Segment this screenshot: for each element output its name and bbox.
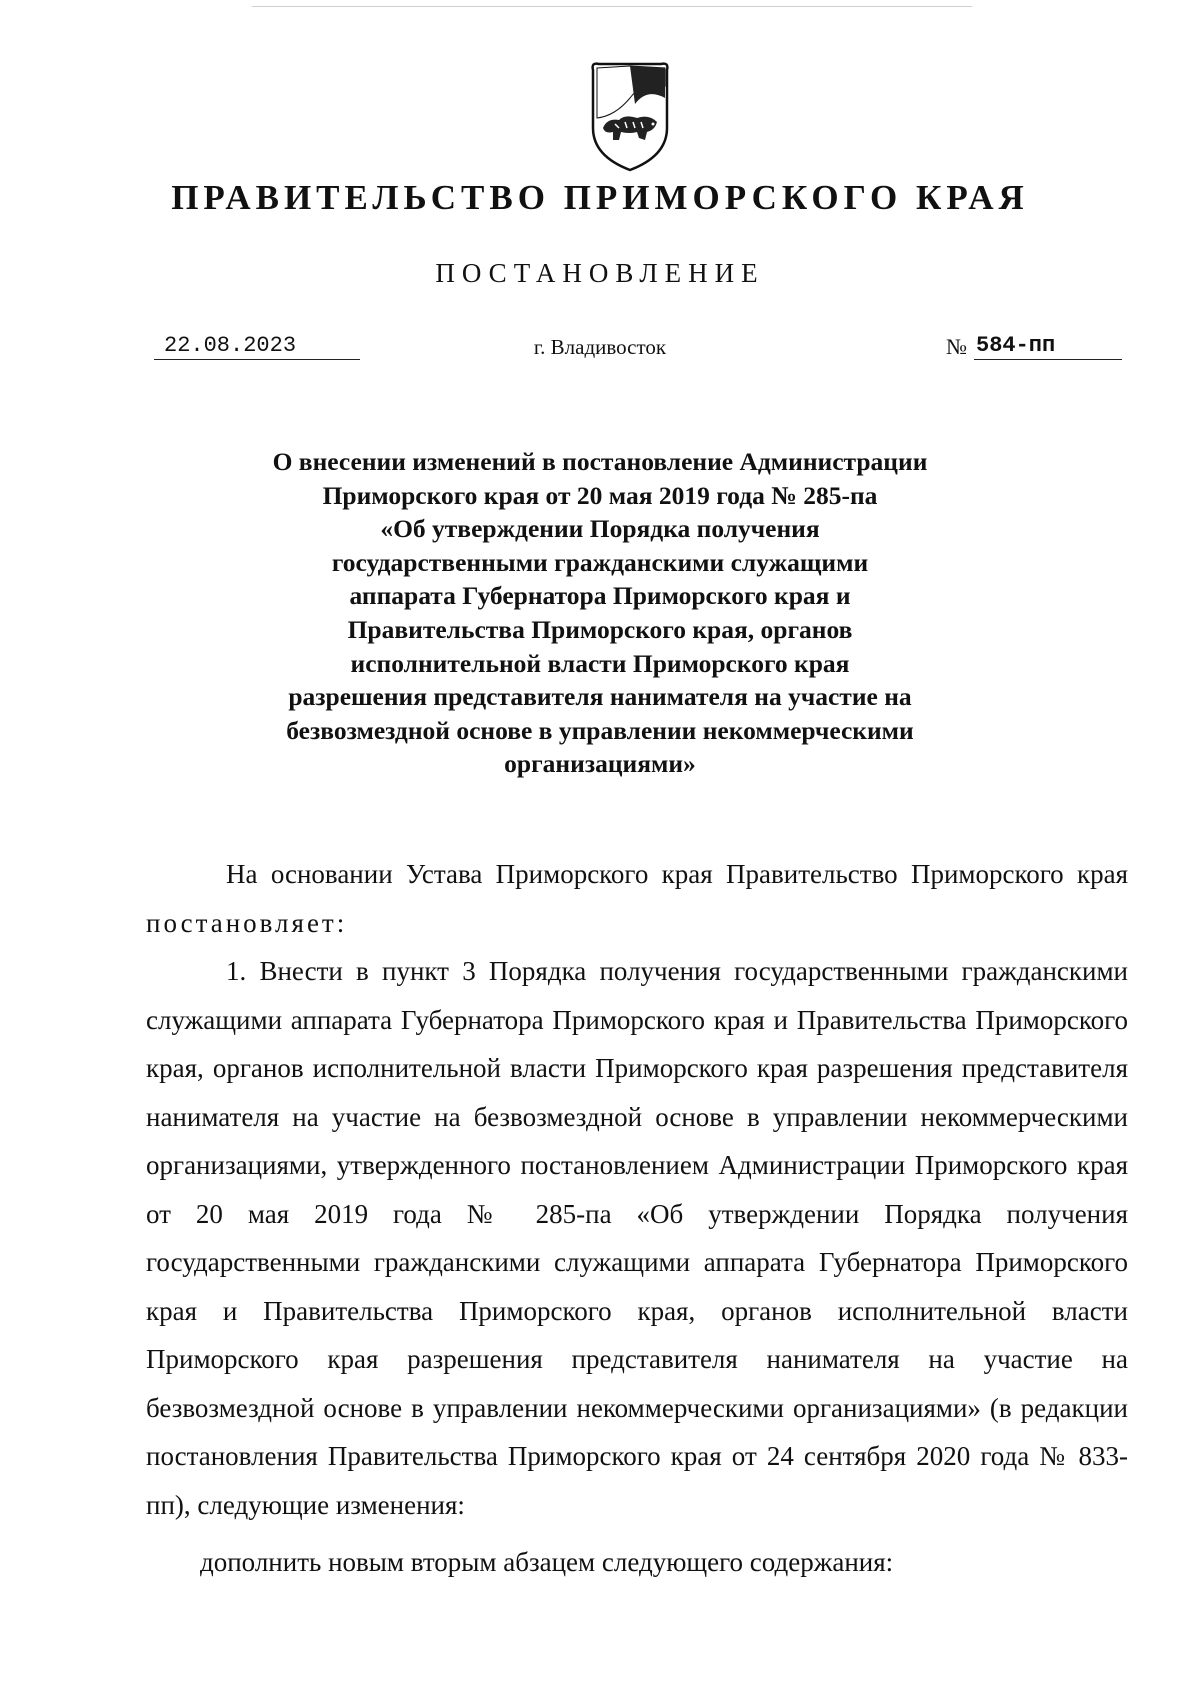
preamble-text: На основании Устава Приморского края Правительство Приморского края: [226, 859, 1128, 889]
subject-line: Правительства Приморского края, органов: [347, 614, 853, 644]
subject-line: «Об утверждении Порядка получения: [380, 514, 820, 544]
clause-1-subparagraph: дополнить новым вторым абзацем следующего содержания:: [200, 1547, 894, 1577]
preamble-paragraph: [146, 850, 1128, 947]
document-city: г. Владивосток: [533, 335, 667, 359]
document-type: ПОСТАНОВЛЕНИЕ: [435, 258, 765, 288]
subject-line: организациями»: [504, 749, 696, 779]
subject-line: разрешения представителя нанимателя на участие на: [288, 682, 912, 712]
resolves-word: постановляет:: [146, 907, 348, 938]
clause-1-paragraph: 1. Внести в пункт 3 Порядка получения государственными гражданскими служащими аппарата Губернатора Приморского края и Правительства Приморского края, органов исполнительной власти Приморского края разрешения представителя нанимателя на участие на безвозмездной основе в управлении некоммерческими организациями, утвержденного постановлением Администрации Приморского края от 20 мая 2019 года № 285-па «Об утверждении Порядка получения государственными гражданскими служащими аппарата Губернатора Приморского края и Правительства Приморского края, органов исполнительной власти Приморского края разрешения представителя нанимателя на участие на безвозмездной основе в управлении некоммерческими организациями» (в редакции постановления Правительства Приморского края от 24 сентября 2020 года № 833-пп), следующие изменения:: [146, 956, 1128, 1520]
subject-line: государственными гражданскими служащими: [331, 547, 869, 577]
document-number: 584-пп: [974, 333, 1122, 360]
subject-line: исполнительной власти Приморского края: [350, 648, 850, 678]
subject-line: аппарата Губернатора Приморского края и: [349, 581, 851, 611]
document-subject: [160, 445, 1040, 781]
coat-of-arms-icon: [585, 58, 675, 176]
organization-title: ПРАВИТЕЛЬСТВО ПРИМОРСКОГО КРАЯ: [171, 178, 1029, 217]
document-number-label: №: [946, 334, 967, 359]
subject-line: безвозмездной основе в управлении некоммерческими: [286, 715, 914, 745]
scan-top-edge-line: [252, 6, 972, 7]
document-date: 22.08.2023: [154, 333, 360, 360]
subject-line: Приморского края от 20 мая 2019 года № 285-па: [322, 480, 878, 510]
subject-line: О внесении изменений в постановление Администрации: [272, 447, 928, 476]
document-body: [146, 850, 1128, 1529]
